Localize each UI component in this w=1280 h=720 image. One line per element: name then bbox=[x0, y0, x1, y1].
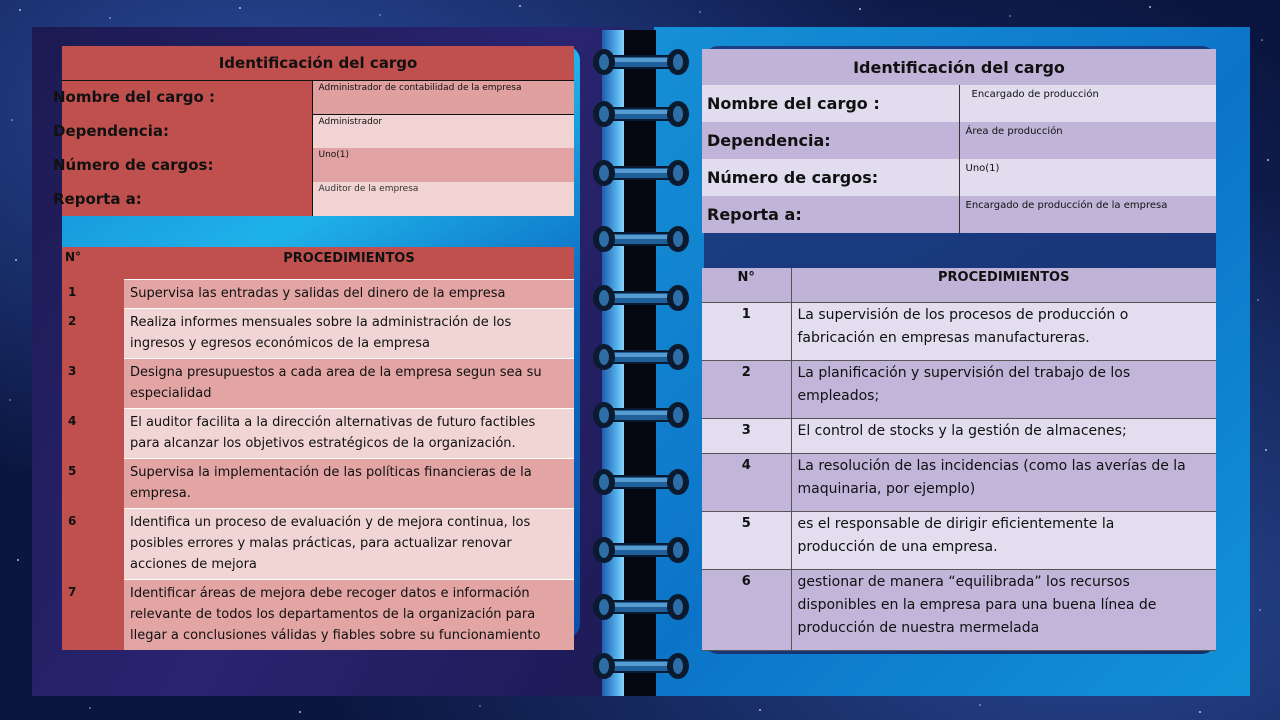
right-procedure-text: gestionar de manera “equilibrada” los recursos disponibles en la empresa para una buena línea de producción de nuestra mermelada bbox=[791, 569, 1216, 650]
right-proc-title-header: PROCEDIMIENTOS bbox=[791, 268, 1216, 302]
left-procedure-text: Identifica un proceso de evaluación y de mejora continua, los posibles errores y malas prácticas, para actualizar renovar acciones de mejora bbox=[124, 508, 574, 579]
spiral-ring bbox=[592, 651, 690, 681]
right-procedure-number: 1 bbox=[702, 302, 791, 360]
spiral-ring bbox=[592, 158, 690, 188]
left-procedure-number: 5 bbox=[62, 458, 124, 508]
right-procedure-number: 3 bbox=[702, 418, 791, 453]
left-field-label: Nombre del cargo : bbox=[62, 80, 312, 114]
right-procedure-text: es el responsable de dirigir eficientemente la producción de una empresa. bbox=[791, 511, 1216, 569]
left-procedure-row bbox=[62, 508, 574, 579]
right-procedures-table bbox=[702, 268, 1216, 651]
left-procedure-row bbox=[62, 579, 574, 650]
left-procedure-row bbox=[62, 308, 574, 358]
left-procedure-row bbox=[62, 408, 574, 458]
right-field-label: Reporta a: bbox=[702, 196, 959, 233]
left-procedure-number: 2 bbox=[62, 308, 124, 358]
right-procedure-row bbox=[702, 453, 1216, 511]
spiral-ring bbox=[592, 47, 690, 77]
right-field-label: Número de cargos: bbox=[702, 159, 959, 196]
left-field-label: Número de cargos: bbox=[62, 148, 312, 182]
right-field-value: Área de producción bbox=[959, 122, 1216, 159]
left-procedure-number: 6 bbox=[62, 508, 124, 579]
left-proc-title-header: PROCEDIMIENTOS bbox=[124, 247, 574, 279]
left-procedure-number: 4 bbox=[62, 408, 124, 458]
left-field-value: Administrador de contabilidad de la empresa bbox=[312, 80, 574, 114]
right-procedure-row bbox=[702, 511, 1216, 569]
left-procedure-text: El auditor facilita a la dirección alternativas de futuro factibles para alcanzar los objetivos estratégicos de la organización. bbox=[124, 408, 574, 458]
left-field-label: Dependencia: bbox=[62, 114, 312, 148]
left-field-value: Uno(1) bbox=[312, 148, 574, 182]
left-procedures-table bbox=[62, 247, 574, 650]
spiral-ring bbox=[592, 467, 690, 497]
spiral-ring bbox=[592, 535, 690, 565]
left-proc-num-header: N° bbox=[62, 247, 124, 279]
right-field-value: Encargado de producción bbox=[959, 85, 1216, 122]
right-procedure-text: La resolución de las incidencias (como las averías de la maquinaria, por ejemplo) bbox=[791, 453, 1216, 511]
right-identification-table bbox=[702, 49, 1216, 233]
left-procedure-row bbox=[62, 358, 574, 408]
right-procedure-row bbox=[702, 418, 1216, 453]
spiral-ring bbox=[592, 99, 690, 129]
right-procedure-row bbox=[702, 569, 1216, 650]
left-identification-table bbox=[53, 46, 574, 216]
right-id-title: Identificación del cargo bbox=[702, 49, 1216, 85]
right-procedure-number: 4 bbox=[702, 453, 791, 511]
right-procedure-text: El control de stocks y la gestión de almacenes; bbox=[791, 418, 1216, 453]
left-field-value: Auditor de la empresa bbox=[312, 182, 574, 216]
right-field-value: Encargado de producción de la empresa bbox=[959, 196, 1216, 233]
left-procedure-number: 1 bbox=[62, 279, 124, 308]
right-procedure-number: 5 bbox=[702, 511, 791, 569]
right-procedure-text: La supervisión de los procesos de producción o fabricación en empresas manufactureras. bbox=[791, 302, 1216, 360]
spiral-ring bbox=[592, 342, 690, 372]
left-field-value: Administrador bbox=[312, 114, 574, 148]
right-field-value: Uno(1) bbox=[959, 159, 1216, 196]
left-procedure-text: Supervisa la implementación de las políticas financieras de la empresa. bbox=[124, 458, 574, 508]
right-field-label: Dependencia: bbox=[702, 122, 959, 159]
spiral-ring bbox=[592, 283, 690, 313]
spiral-ring bbox=[592, 592, 690, 622]
right-procedure-row bbox=[702, 302, 1216, 360]
left-procedure-text: Designa presupuestos a cada area de la empresa segun sea su especialidad bbox=[124, 358, 574, 408]
right-procedure-row bbox=[702, 360, 1216, 418]
left-procedure-row bbox=[62, 279, 574, 308]
left-procedure-number: 3 bbox=[62, 358, 124, 408]
left-id-title: Identificación del cargo bbox=[62, 46, 574, 80]
right-proc-num-header: N° bbox=[702, 268, 791, 302]
left-procedure-number: 7 bbox=[62, 579, 124, 650]
left-procedure-text: Identificar áreas de mejora debe recoger datos e información relevante de todos los departamentos de la organización para llegar a conclusiones válidas y fiables sobre su funcionamiento bbox=[124, 579, 574, 650]
right-procedure-number: 6 bbox=[702, 569, 791, 650]
left-field-label: Reporta a: bbox=[62, 182, 312, 216]
right-field-label: Nombre del cargo : bbox=[702, 85, 959, 122]
left-procedure-text: Supervisa las entradas y salidas del dinero de la empresa bbox=[124, 279, 574, 308]
left-procedure-row bbox=[62, 458, 574, 508]
right-procedure-number: 2 bbox=[702, 360, 791, 418]
right-procedure-text: La planificación y supervisión del trabajo de los empleados; bbox=[791, 360, 1216, 418]
left-procedure-text: Realiza informes mensuales sobre la administración de los ingresos y egresos económicos de la empresa bbox=[124, 308, 574, 358]
spiral-ring bbox=[592, 400, 690, 430]
spiral-ring bbox=[592, 224, 690, 254]
